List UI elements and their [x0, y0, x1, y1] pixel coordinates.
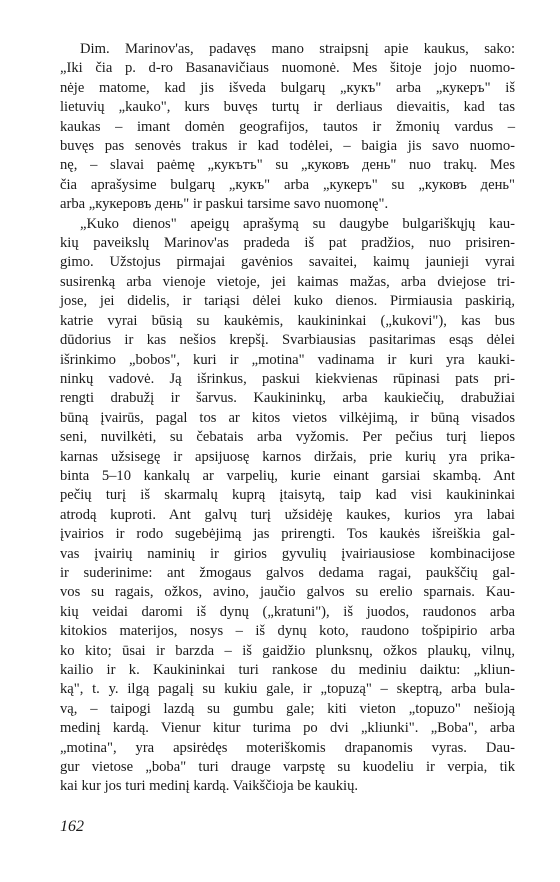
text-line: ką", t. y. ilgą pagalį su kukiu gale, ir „topuzą" – skeptrą, arba bula-	[60, 681, 515, 698]
page-number: 162	[60, 818, 84, 835]
text-line: kių veidai daromi iš dynų („kratuni"), iš juodos, raudonos arba	[60, 603, 515, 620]
text-line: kailio ir k. Kaukininkai turi rankose du mediniu daiktu: „kliun-	[60, 662, 515, 678]
text-line: kių paveikslų Marinov'as pradeda iš pat pradžios, nuo prisiren-	[60, 235, 515, 252]
paragraph	[60, 40, 515, 215]
text-line: būną įvairūs, pagal tos ar kitos vietos vilkėjimą, ir būną visados	[60, 409, 515, 426]
text-line: arba „кукеровъ день" ir paskui tarsime savo nuomonę".	[60, 196, 389, 213]
text-line: seni, nuvilkėti, su čebatais arba vyžomis. Per pečius turį liepos	[60, 429, 515, 446]
text-line: atrodą kuproti. Ant galvų turį užsidėję kaukes, kurios yra labai	[60, 506, 515, 523]
text-line: kai kur jos turi medinį kardą. Vaikščioja be kaukių.	[60, 778, 359, 795]
text-line: rengti drabužį ir šarvus. Kaukininkų, arba kaukiečių, drabužiai	[60, 390, 515, 407]
paragraph	[60, 215, 515, 797]
text-line: dūdorius ir kas nešios krepšį. Svarbiausias pasitarimas esąs dėlei	[60, 332, 515, 349]
text-line: vas įvairių naminių ir girios gyvulių įvairiausiose kombinacijose	[60, 545, 515, 562]
text-line: nėje matome, kad jis išveda bulgarų „кукъ" arba „кукеръ" iš	[60, 79, 515, 96]
text-line: pečių turį iš skarmalų kuprą įtaisytą, taip kad visi kaukininkai	[60, 487, 515, 504]
text-line: karnas užsisegę ir apsijuosę karnos diržais, prie kurių yra prika-	[60, 448, 515, 465]
text-line: Dim. Marinov'as, padavęs mano straipsnį apie kaukus, sako:	[80, 41, 515, 57]
text-line: jose, jei didelis, ir tariąsi dėlei kuko dienos. Pirmiausia paskirią,	[60, 293, 515, 310]
text-line: vos su ragais, ožkos, avino, jaučio galvos su erelio sparnais. Kau-	[60, 584, 515, 601]
text-line: čia aprašysime bulgarų „кукъ" arba „кукеръ" su „куковъ день"	[60, 176, 515, 193]
text-line: katrie vyrai būsią su kaukėmis, kaukininkai („kukovi"), kas bus	[60, 312, 515, 329]
body-text	[60, 40, 515, 797]
text-line: ninkų vadovė. Ją išrinkus, paskui kiekvienas rūpinasi pats pri-	[60, 370, 515, 387]
text-line: gimo. Užstojus pirmajai gavėnios savaitei, kaimų jaunieji vyrai	[60, 254, 515, 271]
text-line: ko kito; ūsai ir barzda – iš gaidžio plunksnų, ožkos plaukų, vilnų,	[60, 642, 515, 659]
text-line: įvairios ir rodo sugebėjimą jas prirengti. Tos kaukės išreiškia gal-	[60, 526, 515, 543]
text-line: „Kuko dienos" apeigų aprašymą su daugybe bulgariškųjų kau-	[80, 215, 515, 232]
text-line: ir suderinime: ant žmogaus galvos dedama ragai, paukščių gal-	[60, 564, 515, 581]
text-line: „Iki čia p. d-ro Basanavičiaus nuomonė. Mes šitoje jojo nuomo-	[60, 60, 515, 77]
text-line: nę, – slavai paėmę „кукътъ" su „куковъ день" nuo trakų. Mes	[60, 157, 515, 174]
text-line: vą, – taipogi lazdą su gumbu gale; kiti vieton „topuzo" nešioją	[60, 700, 515, 717]
text-line: binta 5–10 kankalų ar varpelių, kurie einant garsiai skambą. Ant	[60, 467, 515, 484]
text-line: „motina", yra apsirėdęs moteriškomis drapanomis vyras. Dau-	[60, 739, 515, 756]
text-line: lietuvių „kauko", kurs buvęs turtų ir derliaus dievaitis, kad tas	[60, 99, 515, 116]
text-line: buvęs pas senovės trakus ir kad todėlei, – baigia jis savo nuomo-	[60, 138, 515, 155]
text-line: kaukas – imant domėn geografijos, tautos ir žmonių vardus –	[60, 118, 515, 135]
text-line: kitokios materijos, nosys – iš dynų koto, raudono tošpipirio arba	[60, 623, 515, 640]
text-line: išrinkimo „bobos", kuri ir „motina" vadinama ir kuri yra kauki-	[60, 351, 515, 368]
text-line: susirenką arba vienoje vietoje, jei kaimas mažas, arba dviejose tri-	[60, 273, 515, 290]
text-line: gur vietose „boba" turi drauge varpstę su kuodeliu ir verpia, tik	[60, 759, 515, 776]
text-line: medinį kardą. Vienur kitur turima po dvi „kliunki". „Boba", arba	[60, 720, 515, 737]
